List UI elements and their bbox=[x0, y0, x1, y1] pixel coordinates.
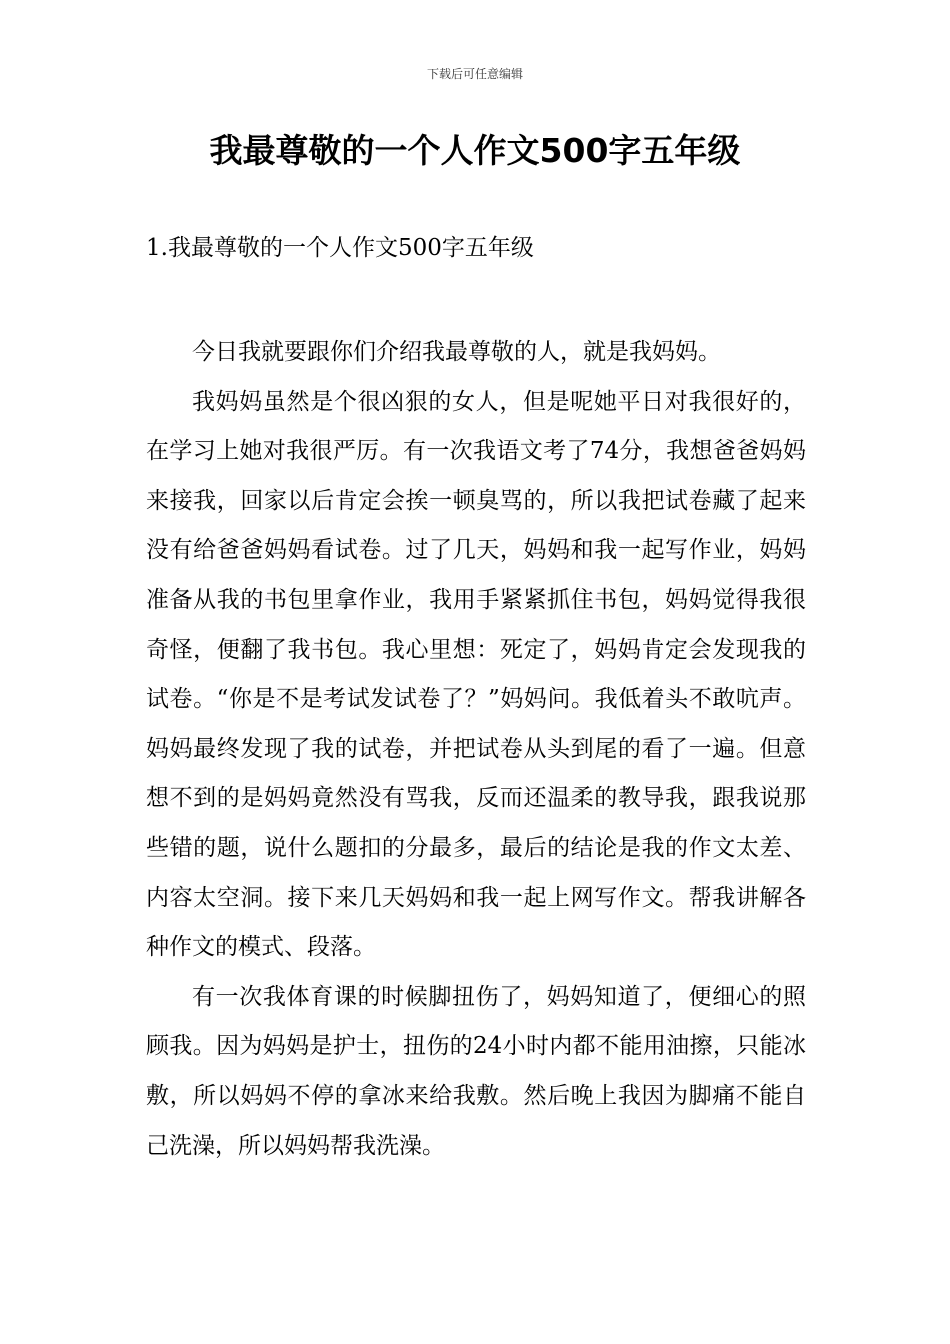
section-heading: 1.我最尊敬的一个人作文500字五年级 bbox=[146, 235, 534, 261]
document-title: 我最尊敬的一个人作文500字五年级 bbox=[209, 131, 741, 170]
body-text bbox=[146, 328, 806, 1171]
paragraph-2: 我妈妈虽然是个很凶狠的女人，但是呢她平日对我很好的，在学习上她对我很严厉。有一次我语文考了74分，我想爸爸妈妈来接我，回家以后肯定会挨一顿臭骂的，所以我把试卷藏了起来没有给爸爸妈妈看试卷。过了几天，妈妈和我一起写作业，妈妈准备从我的书包里拿作业，我用手紧紧抓住书包，妈妈觉得我很奇怪，便翻了我书包。我心里想：死定了，妈妈肯定会发现我的试卷。“你是不是考试发试卷了？”妈妈问。我低着头不敢吭声。妈妈最终发现了我的试卷，并把试卷从头到尾的看了一遍。但意想不到的是妈妈竟然没有骂我，反而还温柔的教导我，跟我说那些错的题，说什么题扣的分最多，最后的结论是我的作文太差、内容太空洞。接下来几天妈妈和我一起上网写作文。帮我讲解各种作文的模式、段落。 bbox=[146, 388, 806, 961]
header-note: 下载后可任意编辑 bbox=[426, 67, 523, 81]
paragraph-3: 有一次我体育课的时候脚扭伤了，妈妈知道了，便细心的照顾我。因为妈妈是护士，扭伤的24小时内都不能用油擦，只能冰敷，所以妈妈不停的拿冰来给我敷。然后晚上我因为脚痛不能自己洗澡，所以妈妈帮我洗澡。 bbox=[146, 983, 806, 1159]
paragraph-1: 今日我就要跟你们介绍我最尊敬的人，就是我妈妈。 bbox=[192, 339, 721, 365]
